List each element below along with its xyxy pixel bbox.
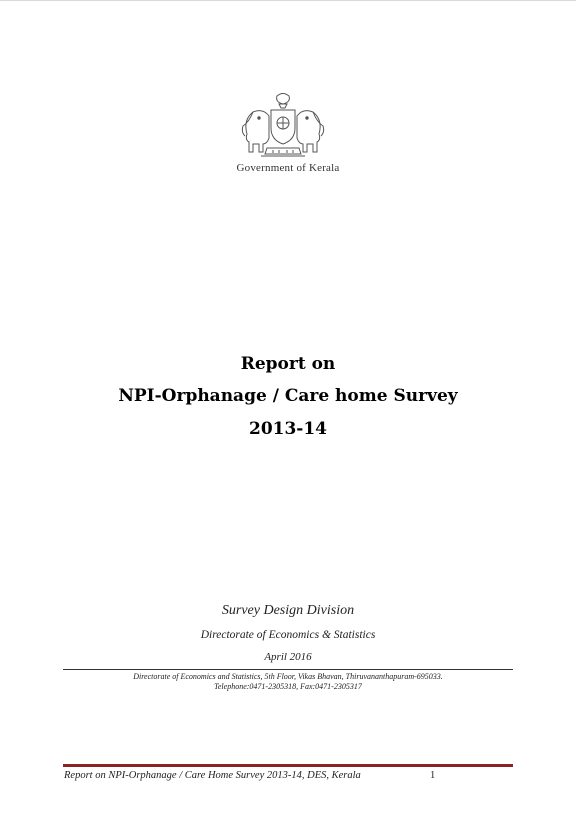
footer-divider (63, 764, 513, 767)
report-title-year: 2013-14 (248, 419, 328, 439)
footer-text: Report on NPI-Orphanage / Care Home Survey 2013-14, DES, Kerala (64, 770, 361, 781)
government-label: Government of Kerala (236, 162, 340, 174)
report-title-line2: NPI-Orphanage / Care home Survey (118, 386, 458, 406)
page-number: 1 (430, 770, 436, 781)
contact-line: Telephone:0471-2305318, Fax:0471-2305317 (214, 682, 362, 691)
report-title-line1: Report on (240, 354, 336, 374)
kerala-state-emblem-icon (237, 90, 329, 162)
directorate-name: Directorate of Economics & Statistics (200, 629, 376, 641)
publication-date: April 2016 (264, 651, 312, 663)
address-line: Directorate of Economics and Statistics, 5th Floor, Vikas Bhavan, Thiruvananthapuram-695033. (133, 672, 443, 681)
address-divider (63, 669, 513, 670)
division-name: Survey Design Division (221, 603, 355, 618)
